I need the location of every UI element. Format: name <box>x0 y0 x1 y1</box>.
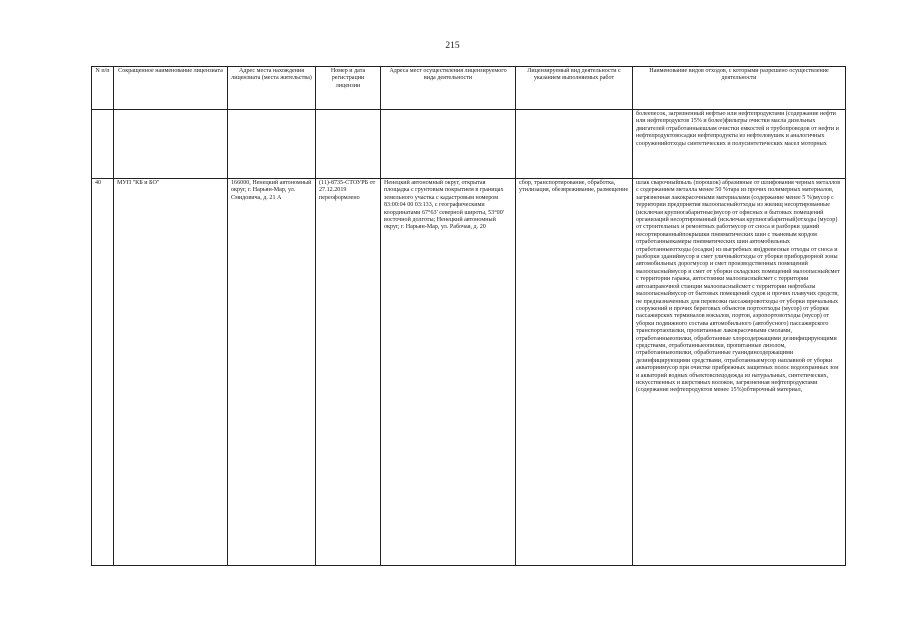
page-number: 215 <box>445 41 460 51</box>
header-licensee-name: Сокращенное наименование лицензиата <box>114 67 228 110</box>
cell-licensee-address: 166000, Ненецкий автономный округ, г. Нарьян-Мар, ул. Смидовича, д. 21 А <box>228 179 316 566</box>
header-waste-types: Наименование видов отходов, с которыми разрешено осуществление деятельности <box>633 67 846 110</box>
cell-license-number-date: (11)-8735-СТОУРБ от 27.12.2019 переоформлено <box>316 179 381 566</box>
header-number: N п/п <box>92 67 114 110</box>
table-row <box>92 179 846 566</box>
cell-licensed-activity: сбор, транспортирование, обработка, утилизация, обезвреживание, размещение <box>516 179 633 566</box>
header-licensed-activity: Лицензируемый вид деятельности с указанием выполняемых работ <box>516 67 633 110</box>
cell-number: 40 <box>92 179 114 566</box>
cell-waste-continuation: болеепесок, загрязненный нефтью или нефтепродуктами (содержание нефти или нефтепродуктов 15% и более)фильтры очистки масла дизельных двигателей отработанныешлам очистки емкостей и трубопроводов от нефти и нефтепродуктовосадки нефтепродукты из нефтеловушек и аналогичных сооруженийотходы синтетических и полусинтетических масел моторных <box>633 110 846 179</box>
table-row-continuation <box>92 110 846 179</box>
cell-empty <box>381 110 516 179</box>
cell-activity-locations: Ненецкий автономный округ, открытая площадка с грунтовым покрытием в границах земельного участка с кадастровым номером 83:00:04 00 03:133, с географическими координатами 67°63' северной широты, 53°00' восточной долготы; Ненецкий автономный округ, г. Нарьян-Мар, ул. Рабочая, д. 20 <box>381 179 516 566</box>
table-header-row <box>92 67 846 110</box>
cell-empty <box>516 110 633 179</box>
header-activity-locations: Адреса мест осуществления лицензируемого вида деятельности <box>381 67 516 110</box>
cell-empty <box>92 110 114 179</box>
license-registry-table <box>91 66 846 566</box>
header-license-number-date: Номер и дата регистрации лицензии <box>316 67 381 110</box>
cell-licensee-name: МУП "КБ и БО" <box>114 179 228 566</box>
cell-empty <box>316 110 381 179</box>
cell-empty <box>114 110 228 179</box>
cell-empty <box>228 110 316 179</box>
header-licensee-address: Адрес места нахождения лицензиата (места жительства) <box>228 67 316 110</box>
cell-waste-types: шлак сварочныйпыль (порошок) абразивные от шлифования черных металлов с содержанием металла менее 50 %тара из прочих полимерных материалов, загрязненная лакокрасочными материалами (содержание менее 5 %)мусор с территории предприятия малоопасныйотходы из жилищ несортированные (исключая крупногабаритные)мусор от офисных и бытовых помещений организаций несортированный (исключая крупногабаритный)отходы (мусор) от строительных и ремонтных работмусор от сноса и разборки зданий несортированныйпокрышки пневматических шин с тканевым кордом отработанныекамеры пневматических шин автомобильных отработанныеотходы (осадки) из выгребных ям)древесные отходы от сноса и разборки зданиймусор и смет уличныйотходы от уборки прибордюрной зоны автомобильных дорогмусор и смет производственных помещений малоопасныймусор и смет от уборки складских помещений малоопасныйсмет с территории гаража, автостоянки малоопасныйсмет с территории автозаправочной станции малоопасныйсмет с территории нефтебазы малоопасныймусор от бытовых помещений судов и прочих плавучих средств, не предназначенных для перевозки пассажировотходы от уборки причальных сооружений и прочих береговых объектов портоотходы (мусор) от уборки пассажирских терминалов вокзалов, портов, аэропортовотходы (мусор) от уборки подвижного состава автомобильного (автобусного) пассажирского транспортаопилки, пропитанные лакокрасочными смолами, отработанныеопилки, обработанные хлорсодержащими дезинфицирующими средствами, отработанныеопилки, пропитанные лизолом, отработанныеопилки, обработанные гуанидинсодержащими дезинфицирующими средствами, отработанныемусор наплавной от уборки акваториимусор при очистке прибрежных защитных полос водоохранных зон и акваторий водных объектовспецодежда из натуральных, синтетических, искусственных и шерстяных волокон, загрязненная нефтепродуктами (содержание нефтепродуктов менее 15%)обтирочный материал, <box>633 179 846 566</box>
